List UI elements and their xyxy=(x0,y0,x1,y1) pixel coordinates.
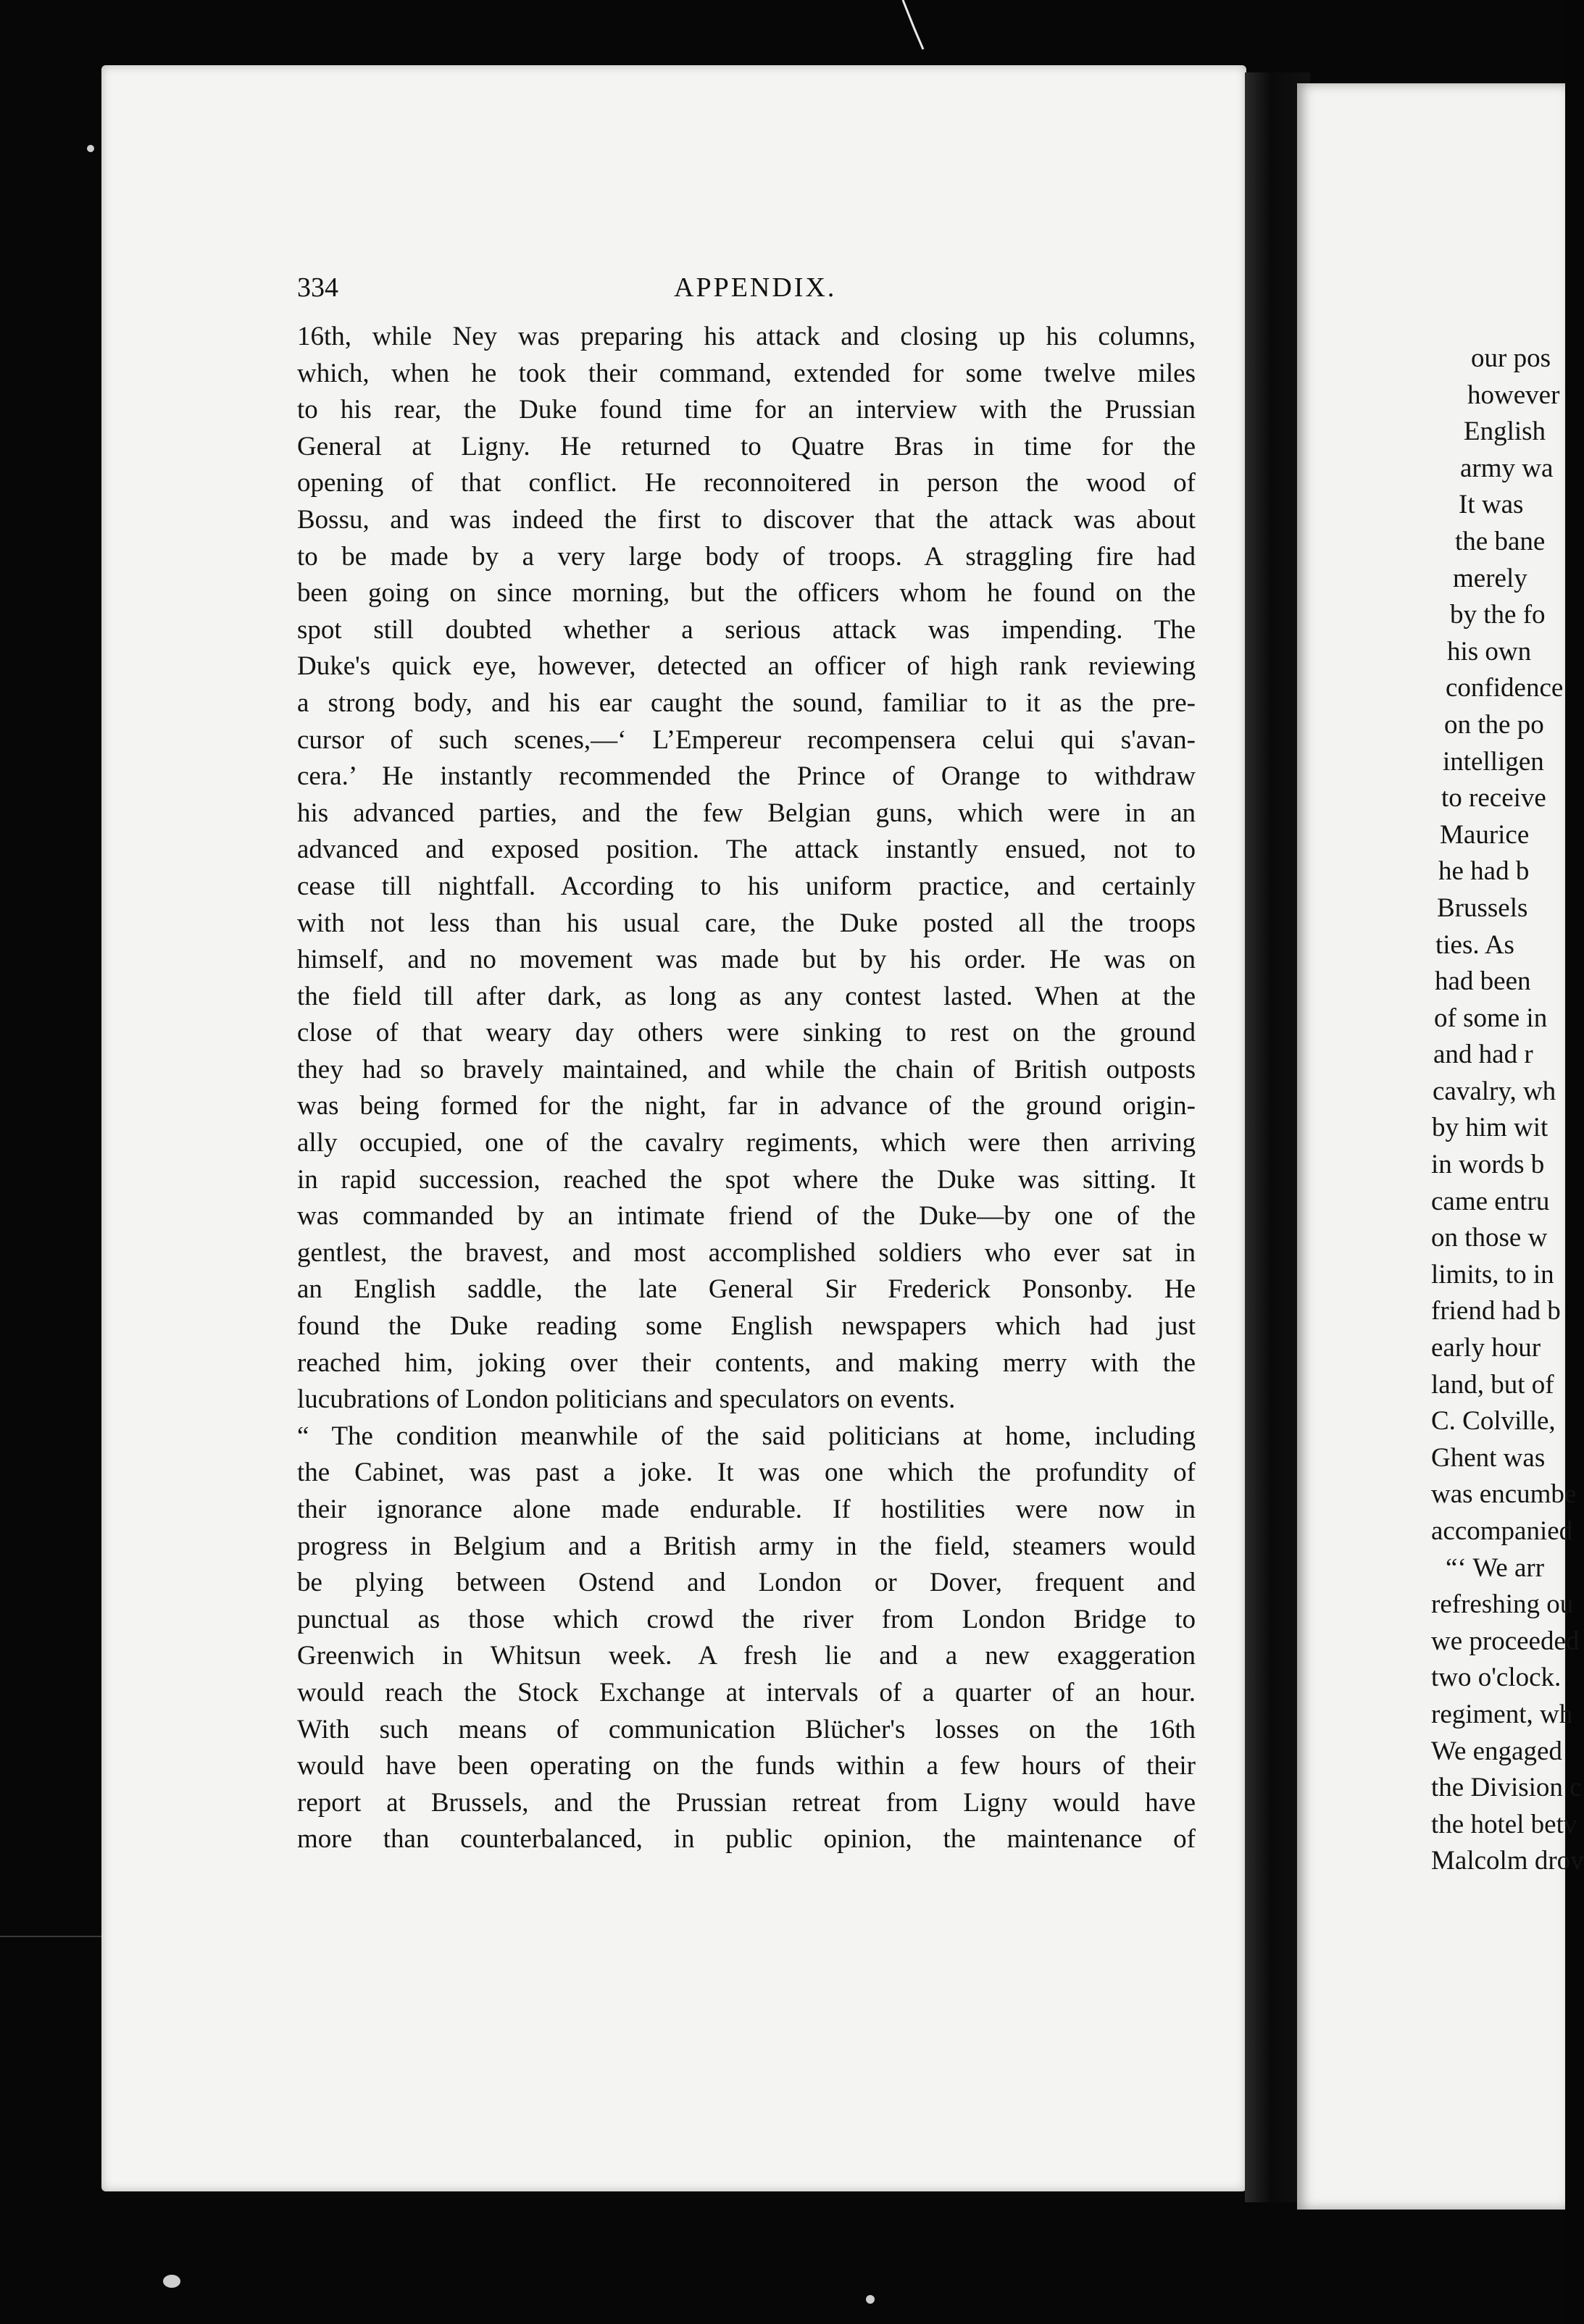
text-line: more than counterbalanced, in public opinion, the maintenance of xyxy=(297,1824,1196,1855)
text-line: was encumbe xyxy=(1431,1479,1577,1510)
text-line: C. Colville, xyxy=(1431,1406,1556,1437)
text-line: our pos xyxy=(1471,343,1551,373)
main-text-column xyxy=(297,319,1196,1858)
text-line: to be made by a very large body of troops. A straggling fire had xyxy=(297,541,1196,572)
text-line: an English saddle, the late General Sir Frederick Ponsonby. He xyxy=(297,1274,1196,1305)
page-number: 334 xyxy=(297,272,338,303)
text-line: accompanied xyxy=(1431,1516,1573,1546)
text-line: in words b xyxy=(1431,1150,1545,1180)
text-line: to his rear, the Duke found time for an interview with the Prussian xyxy=(297,395,1196,425)
text-line: refreshing ou xyxy=(1431,1589,1574,1620)
text-line: with not less than his usual care, the Duke posted all the troops xyxy=(297,908,1196,938)
text-line: advanced and exposed position. The attack instantly ensued, not to xyxy=(297,835,1196,865)
text-line: the bane xyxy=(1455,526,1546,556)
scan-marker-icon xyxy=(899,0,928,51)
text-line: they had so bravely maintained, and while the chain of British outposts xyxy=(297,1054,1196,1084)
text-line: their ignorance alone made endurable. If hostilities were now in xyxy=(297,1495,1196,1524)
text-line: spot still doubted whether a serious attack was impending. The xyxy=(297,614,1196,645)
text-line: opening of that conflict. He reconnoitered in person the wood of xyxy=(297,468,1196,498)
text-line: cera.’ He instantly recommended the Prince of Orange to withdraw xyxy=(297,761,1196,792)
text-line: in rapid succession, reached the spot where the Duke was sitting. It xyxy=(297,1164,1196,1195)
text-line: to receive xyxy=(1441,783,1546,814)
text-line: himself, and no movement was made but by his order. He was on xyxy=(297,945,1196,975)
text-line: the hotel betv xyxy=(1431,1809,1577,1839)
text-line: which, when he took their command, extended for some twelve miles xyxy=(297,358,1196,388)
text-line: confidence xyxy=(1446,673,1564,703)
text-line: the Cabinet, was past a joke. It was one which the profundity of xyxy=(297,1458,1196,1488)
text-line: reached him, joking over their contents, and making merry with the xyxy=(297,1347,1196,1378)
text-line: would reach the Stock Exchange at intervals of a quarter of an hour. xyxy=(297,1677,1196,1708)
text-line: the Division c xyxy=(1431,1773,1582,1803)
text-line: be plying between Ostend and London or Dover, frequent and xyxy=(297,1568,1196,1598)
text-line: progress in Belgium and a British army in the field, steamers would xyxy=(297,1531,1196,1561)
text-line: punctual as those which crowd the river from London Bridge to xyxy=(297,1604,1196,1634)
text-line: of some in xyxy=(1434,1003,1548,1033)
text-line: friend had b xyxy=(1431,1296,1561,1326)
text-line: It was xyxy=(1459,490,1524,520)
text-line: early hour xyxy=(1431,1333,1541,1363)
text-line: would have been operating on the funds within a few hours of their xyxy=(297,1751,1196,1781)
text-line: and had r xyxy=(1433,1040,1533,1070)
text-line: We engaged xyxy=(1431,1736,1562,1766)
text-line: ties. As xyxy=(1435,929,1514,960)
text-line: the field till after dark, as long as any contest lasted. When at the xyxy=(297,981,1196,1011)
text-line: Brussels xyxy=(1437,893,1528,923)
dust-speck xyxy=(87,145,94,152)
text-line: English xyxy=(1464,417,1546,447)
text-line: by the fo xyxy=(1450,600,1546,630)
text-line: land, but of xyxy=(1431,1369,1554,1400)
text-line: Malcolm drov xyxy=(1431,1846,1584,1876)
text-line: two o'clock. xyxy=(1431,1663,1562,1693)
text-line: came entru xyxy=(1431,1186,1550,1216)
page-header xyxy=(297,272,1196,315)
text-line: by him wit xyxy=(1432,1113,1548,1143)
text-line: his advanced parties, and the few Belgian guns, which were in an xyxy=(297,798,1196,828)
text-line: army wa xyxy=(1460,453,1554,483)
text-line: was commanded by an intimate friend of the Duke—by one of the xyxy=(297,1201,1196,1232)
right-page-text-column xyxy=(1431,340,1584,1880)
text-line: Bossu, and was indeed the first to discover that the attack was about xyxy=(297,504,1196,535)
text-line: “ The condition meanwhile of the said politicians at home, including xyxy=(297,1421,1196,1451)
dust-speck xyxy=(866,2295,875,2304)
text-line: lucubrations of London politicians and speculators on events. xyxy=(297,1384,956,1415)
text-line: however xyxy=(1467,380,1560,410)
text-line: 16th, while Ney was preparing his attack and closing up his columns, xyxy=(297,322,1196,351)
text-line: cease till nightfall. According to his uniform practice, and certainly xyxy=(297,871,1196,901)
text-line: he had b xyxy=(1438,856,1530,887)
text-line: cursor of such scenes,—‘ L’Empereur recompensera celui qui s'avan- xyxy=(297,724,1196,755)
text-line: Duke's quick eye, however, detected an officer of high rank reviewing xyxy=(297,651,1196,682)
text-line: close of that weary day others were sinking to rest on the ground xyxy=(297,1018,1196,1048)
text-line: With such means of communication Blücher's losses on the 16th xyxy=(297,1714,1196,1744)
text-line: his own xyxy=(1447,636,1532,666)
text-line: intelligen xyxy=(1443,746,1544,777)
text-line: was being formed for the night, far in advance of the ground origin- xyxy=(297,1091,1196,1121)
text-line: Greenwich in Whitsun week. A fresh lie and a new exaggeration xyxy=(297,1641,1196,1671)
text-line: been going on since morning, but the officers whom he found on the xyxy=(297,578,1196,609)
text-line: General at Ligny. He returned to Quatre Bras in time for the xyxy=(297,431,1196,461)
text-line: found the Duke reading some English newspapers which had just xyxy=(297,1311,1196,1342)
text-line: on the po xyxy=(1444,709,1544,740)
text-line: limits, to in xyxy=(1431,1259,1554,1290)
text-line: on those w xyxy=(1431,1223,1548,1253)
running-head: APPENDIX. xyxy=(674,272,837,303)
text-line: had been xyxy=(1435,966,1531,997)
dust-speck xyxy=(163,2275,180,2288)
text-line: Maurice xyxy=(1440,819,1530,850)
text-line: ally occupied, one of the cavalry regiments, which were then arriving xyxy=(297,1128,1196,1158)
text-line: gentlest, the bravest, and most accomplished soldiers who ever sat in xyxy=(297,1237,1196,1268)
text-line: cavalry, wh xyxy=(1433,1076,1556,1106)
text-line: a strong body, and his ear caught the sound, familiar to it as the pre- xyxy=(297,687,1196,718)
text-line: “‘ We arr xyxy=(1446,1552,1545,1583)
text-line: report at Brussels, and the Prussian retreat from Ligny would have xyxy=(297,1787,1196,1818)
text-line: regiment, wh xyxy=(1431,1699,1573,1729)
text-line: merely xyxy=(1453,563,1527,593)
text-line: Ghent was xyxy=(1431,1442,1546,1473)
text-line: we proceeded xyxy=(1431,1626,1580,1656)
